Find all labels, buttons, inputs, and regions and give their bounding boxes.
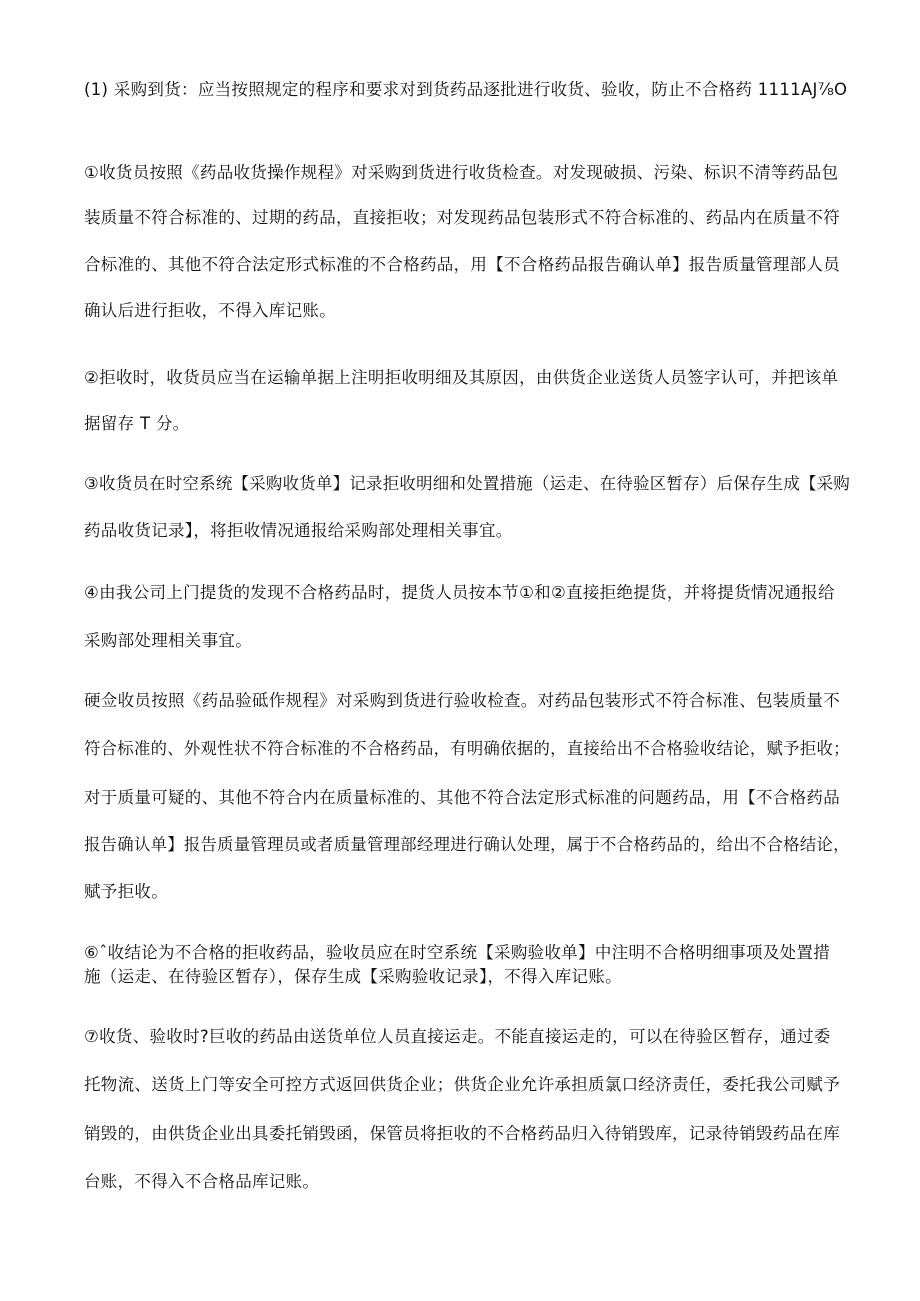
item-5-line-5: 赋予拒收。 [84,882,168,901]
item-4-line-1: ④由我公司上门提货的发现不合格药品时，提货人员按本节①和②直接拒绝提货，并将提货情况通报给 [84,583,835,602]
item-1-line-1: ①收货员按照《药品收货操作规程》对采购到货进行收货检查。对发现破损、污染、标识不清等药品包 [84,163,839,182]
item-1-line-4: 确认后进行拒收，不得入库记账。 [84,301,336,320]
item-6-line-2: 施（运走、在待验区暂存），保存生成【采购验收记录】，不得入库记账。 [84,967,622,986]
item-4-line-2: 采购部处理相关事宜。 [84,631,252,650]
item-5-line-2: 符合标准的、外观性状不符合标准的不合格药品，有明确依据的，直接给出不合格验收结论，赋予拒收； [84,739,850,758]
item-1-line-2: 装质量不符合标准的、过期的药品，直接拒收；对发现药品包装形式不符合标准的、药品内在质量不符 [84,208,840,227]
item-2-line-1: ②拒收时，收货员应当在运输单据上注明拒收明细及其原因，由供货企业送货人员签字认可，并把该单 [84,368,839,387]
item-1-line-3: 合标准的、其他不符合法定形式标准的不合格药品，用【不合格药品报告确认单】报告质量管理部人员 [84,255,840,274]
section-1-line-1: (1) 采购到货：应当按照规定的程序和要求对到货药品逐批进行收货、验收，防止不合格药 1111AJ⅞O [84,80,848,99]
item-5-line-4: 报告确认单】报告质量管理员或者质量管理部经理进行确认处理，属于不合格药品的，给出不合格结论， [84,835,850,854]
item-7-line-3: 销毁的，由供货企业出具委托销毁函，保管员将拒收的不合格药品归入待销毁库，记录待销毁药品在库 [84,1124,840,1143]
item-7-line-1: ⑦收货、验收时?巨收的药品由送货单位人员直接运走。不能直接运走的，可以在待验区暂存，通过委 [84,1027,831,1046]
item-5-line-1: 硬佥收员按照《药品验砥作规程》对采购到货进行验收检查。对药品包装形式不符合标准、包装质量不 [84,691,840,710]
item-6-line-1: ⑥ˆ收结论为不合格的拒收药品，验收员应在时空系统【采购验收单】中注明不合格明细事项及处置措 [84,943,831,962]
item-7-line-2: 托物流、送货上门等安全可控方式返回供货企业；供货企业允许承担质氯口经济责任，委托我公司赋予 [84,1075,840,1094]
item-7-line-4: 台账，不得入不合格品库记账。 [84,1172,320,1191]
item-3-line-1: ③收货员在时空系统【采购收货单】记录拒收明细和处置措施（运走、在待验区暂存）后保存生成【采购 [84,474,851,493]
item-3-line-2: 药品收货记录】，将拒收情况通报给采购部处理相关事宜。 [84,521,513,540]
item-5-line-3: 对于质量可疑的、其他不符合内在质量标准的、其他不符合法定形式标准的问题药品，用【不合格药品 [84,788,840,807]
item-2-line-2: 据留存 T 分。 [84,414,190,433]
